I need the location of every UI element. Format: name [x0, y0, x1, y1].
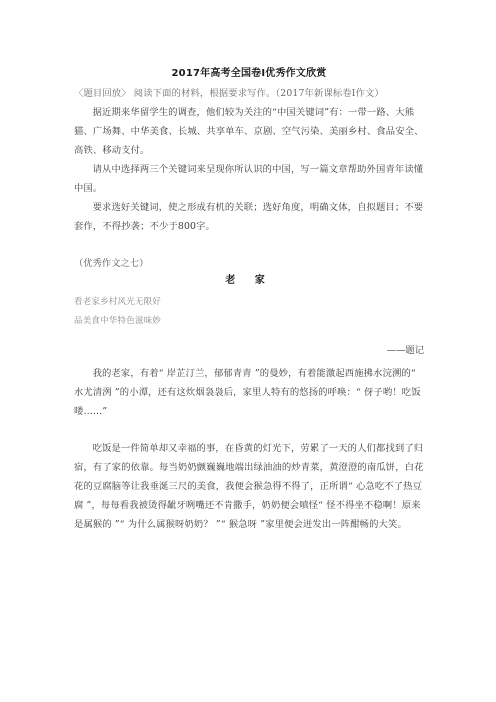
prompt-requirements: 要求选好关键词，使之形成有机的关联；选好角度，明确文体，自拟题目；不要套作，不得抄袭；不少于800字。 [74, 202, 424, 232]
section-spacer [74, 236, 424, 254]
epigraph-signature: ——题记 [386, 345, 424, 356]
prompt-header: 〈题目回放〉 阅读下面的材料，根据要求写作。（2017年新课标卷Ⅰ作文） [74, 88, 384, 99]
epigraph-line: 看老家乡村风光无限好 [74, 297, 162, 307]
epigraph-spacer [74, 331, 424, 341]
essay-paragraph: 我的老家，有着“ 岸芷汀兰，郁郁青青 ”的曼妙，有着能激起西施拂水浣溯的“ 水尤清洌 ”的小潭，还有这炊烟袅袅后，家里人特有的悠扬的呼唤：“ 伢子哟！吃饭喽……” [74, 368, 421, 417]
epigraph-line: 品美食中华特色滋味妙 [74, 316, 162, 326]
paragraph-spacer [74, 421, 424, 439]
essay-title: 老 家 [225, 275, 273, 286]
essay-paragraph: 吃饭是一件简单却又幸福的事，在昏黄的灯光下，劳累了一天的人们都找到了归宿，有了家的依靠。每当奶奶颤巍巍地端出绿油油的炒青菜，黄澄澄的南瓜饼，白花花的豆腐脑等让我垂涎三尺的美食，我便会猴急得不得了，正所谓“ 心急吃不了热豆腐 ”，每每看我被烫得龇牙咧嘴还不肯撒手，奶奶便会嗔怪“ 怪不得坐不稳啊！原来是属猴的 ”“ 为什么属猴呀奶奶？ ”“ 猴急呀 ”家里便会迸发出一阵酣畅的大笑。 [74, 443, 424, 530]
document-title: 2017年高考全国卷Ⅰ优秀作文欣赏 [171, 68, 327, 79]
document-page [74, 64, 424, 534]
series-label: （优秀作文之七） [74, 258, 149, 269]
prompt-material: 据近期来华留学生的调查，他们较为关注的“中国关键词”有：一带一路、大熊猫、广场舞、中华美食、长城、共享单车、京剧、空气污染、美丽乡村、食品安全、高铁、移动支付。 [74, 107, 424, 156]
prompt-task: 请从中选择两三个关键词来呈现你所认识的中国，写一篇文章帮助外国青年读懂中国。 [74, 164, 424, 194]
